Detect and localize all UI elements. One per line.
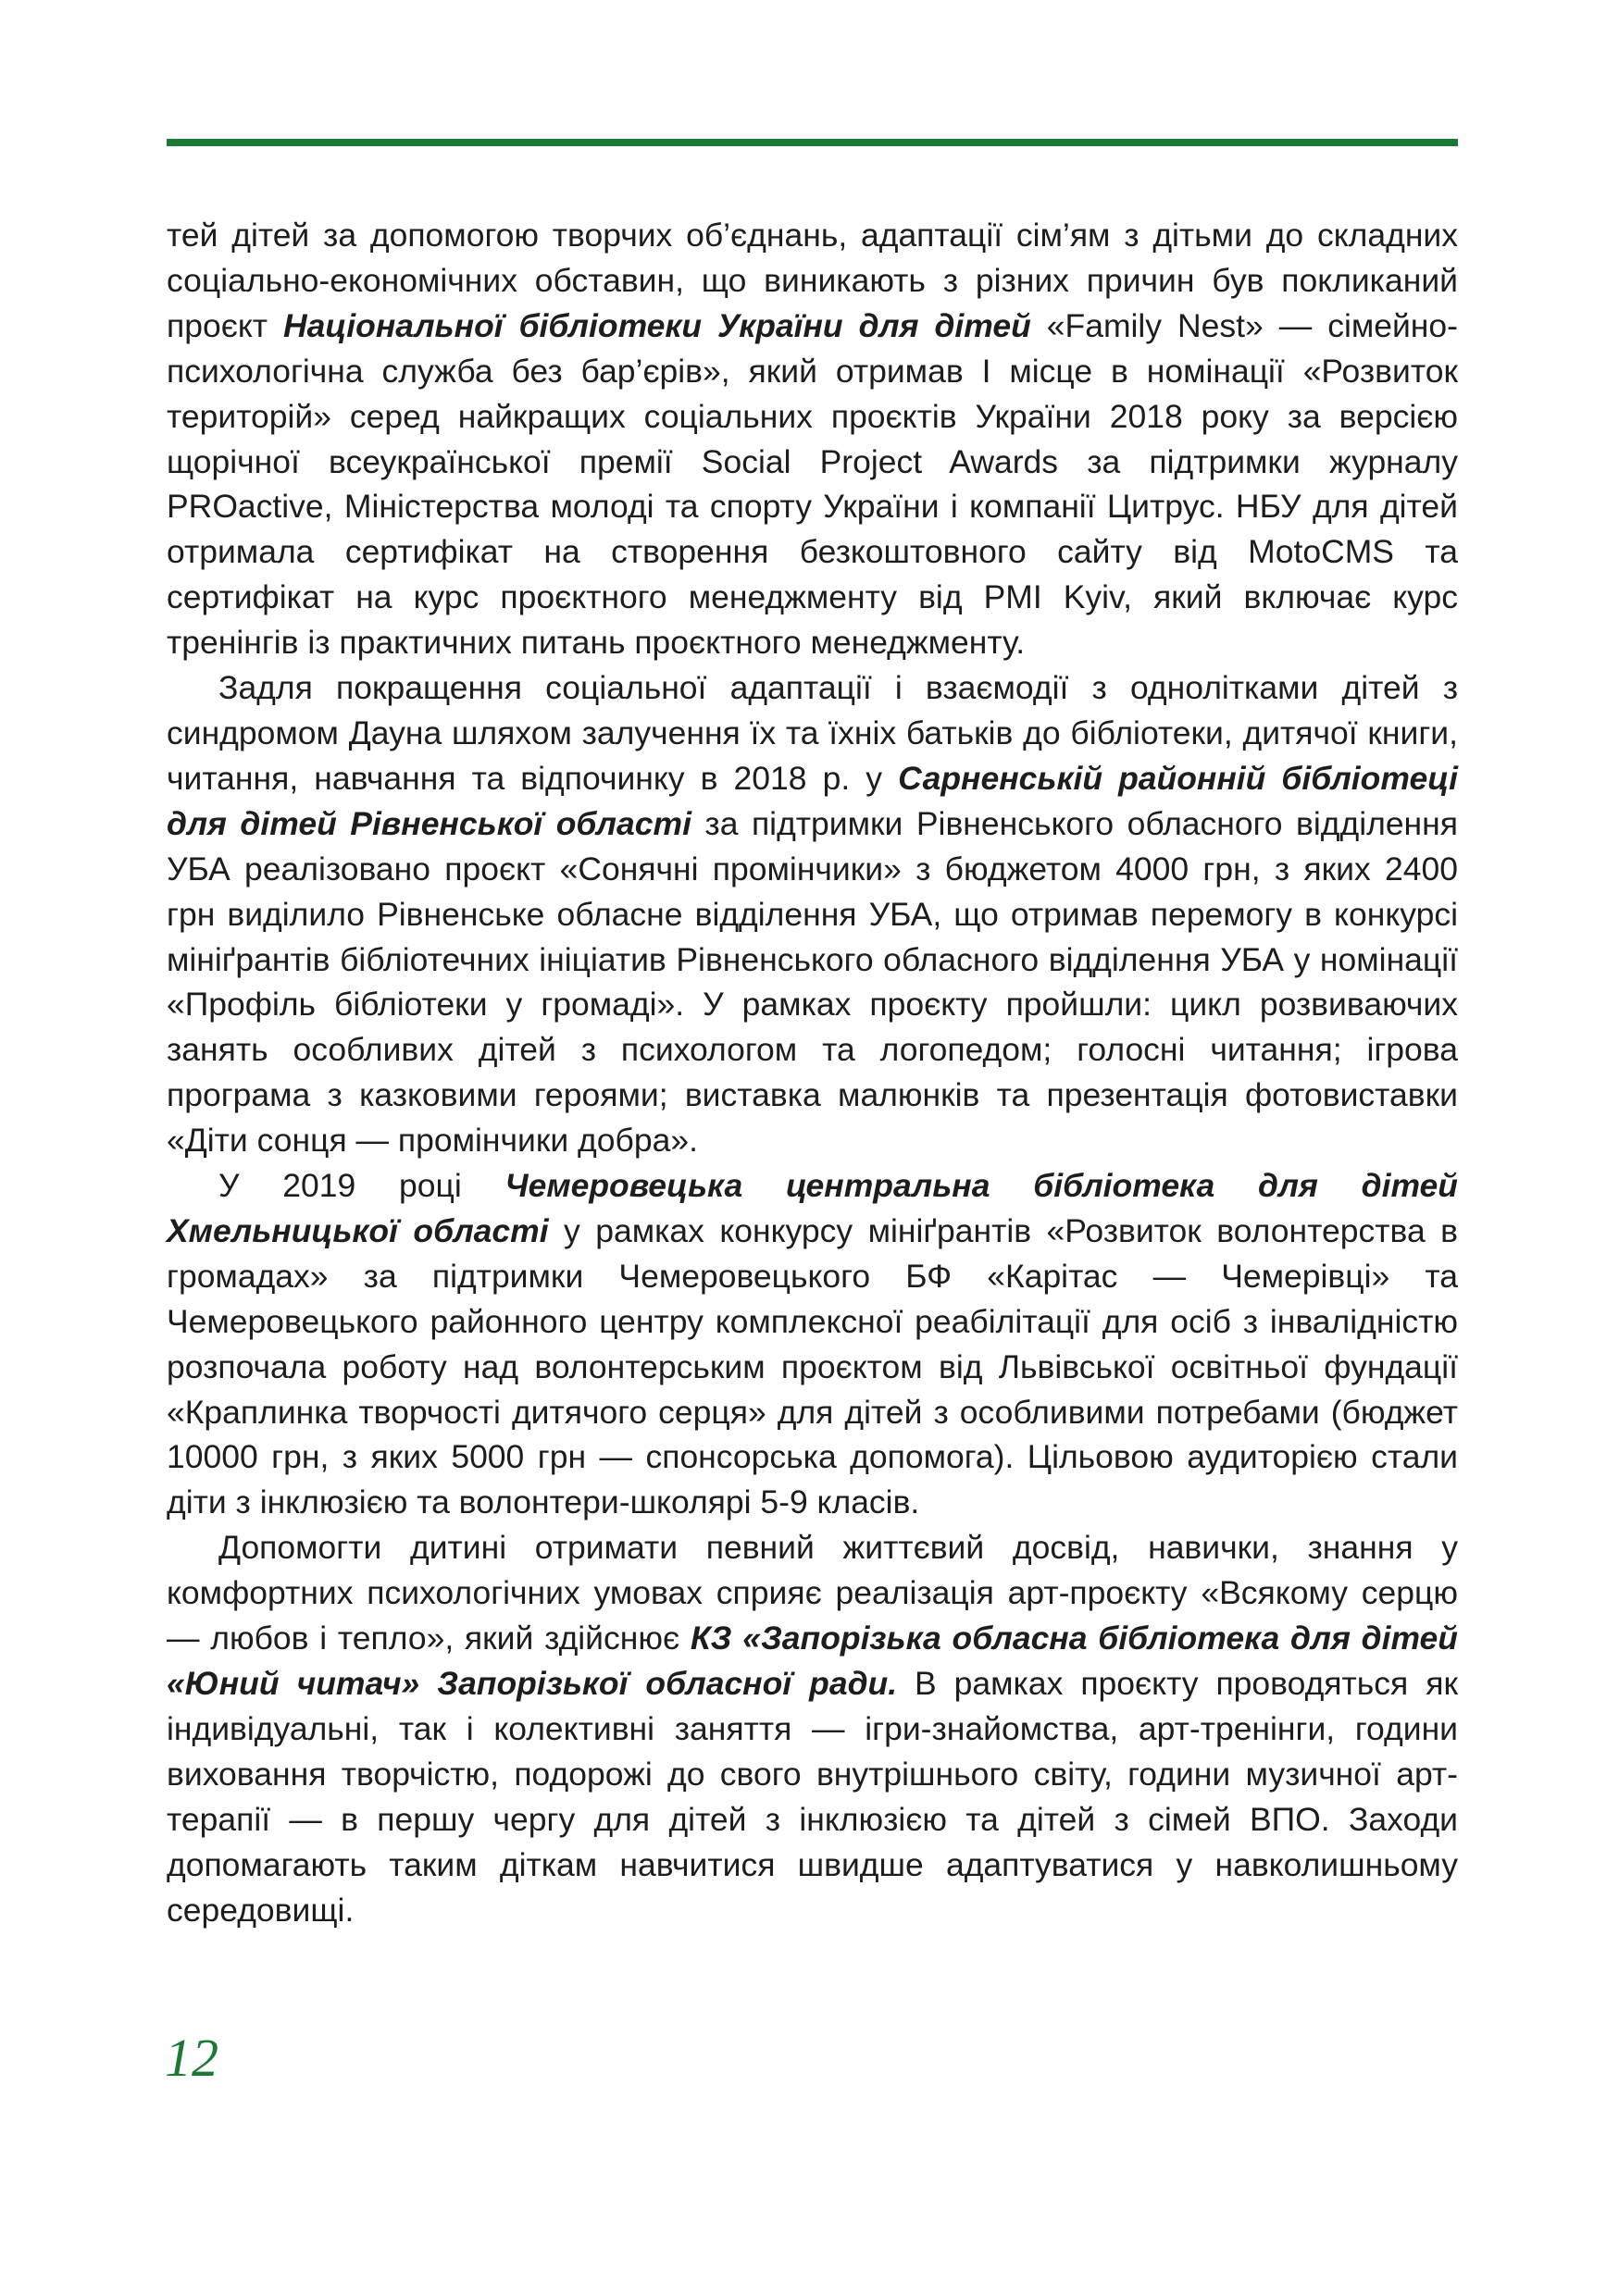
paragraph <box>167 213 1458 665</box>
emphasized-institution-name: Сарненській районній бібліотеці для дітей Рівненської області <box>167 759 1458 842</box>
text-run: тей дітей за допомогою творчих об’єднань, адаптації сім’ям з дітьми до складних соціально-економічних обставин, що виникають з різних причин був покликаний проєкт <box>167 217 1458 344</box>
emphasized-institution-name: Чемеровецька центральна бібліотека для дітей Хмельницької області <box>167 1167 1458 1249</box>
paragraph <box>167 1525 1458 1932</box>
text-run: за підтримки Рівненського обласного відділення УБА реалізовано проєкт «Сонячні промінчики» з бюджетом 4000 грн, з яких 2400 грн виділило Рівненське обласне відділення УБА, що отримав перемогу в конкурсі мініґрантів бібліотечних ініціатив Рівненського обласного відділення УБА у номінації «Профіль бібліотеки у громаді». У рамках проєкту пройшли: цикл розвиваючих занять особливих дітей з психологом та логопедом; голосні читання; ігрова програма з казковими героями; виставка малюнків та презентація фотовиставки «Діти сонця — промінчики добра». <box>167 804 1458 1160</box>
emphasized-institution-name: Національної бібліотеки України для дітей <box>282 306 1031 344</box>
text-run: Задля покращення соціальної адаптації і взаємодії з однолітками дітей з синдромом Дауна шляхом залучення їх та їхніх батьків до бібліотеки, дитячої книги, читання, навчання та відпочинку в 2018 р. у <box>167 669 1458 797</box>
text-run: у рамках конкурсу мініґрантів «Розвиток волонтерства в громадах» за підтримки Чемеровецького БФ «Карітас — Чемерівці» та Чемеровецького районного центру комплексної реабілітації для осіб з інвалідністю розпочала роботу над волонтерським проєктом від Львівської освітньої фундації «Краплинка творчості дитячого серця» для дітей з особливими потребами (бюджет 10000 грн, з яких 5000 грн — спонсорська допомога). Цільовою аудиторією стали діти з інклюзією та волонтери-школярі 5-9 класів. <box>167 1211 1458 1521</box>
text-run: Допомогти дитині отримати певний життєвий досвід, навички, знання у комфортних психологічних умовах сприяє реалізація арт-проєкту «Всякому серцю — любов і тепло», який здійснює <box>167 1529 1458 1657</box>
paragraph <box>167 1163 1458 1525</box>
text-run: У 2019 році <box>218 1167 505 1205</box>
page-number: 12 <box>165 2028 218 2088</box>
text-run: В рамках проєкту проводяться як індивідуальні, так і колективні заняття — ігри-знайомства, арт-тренінги, години виховання творчістю, подорожі до свого внутрішнього світу, години музичної арт-терапії — в першу чергу для дітей з інклюзією та дітей з сімей ВПО. Заходи допомагають таким діткам навчитися швидше адаптуватися у навколишньому середовищі. <box>167 1665 1458 1929</box>
emphasized-institution-name: КЗ «Запорізька обласна бібліотека для дітей «Юний читач» Запорізької обласної ради. <box>167 1620 1458 1702</box>
text-run: «Family Nest» — сімейно-психологічна служба без бар’єрів», який отримав І місце в номінації «Розвиток територій» серед найкращих соціальних проєктів України 2018 року за версією щорічної всеукраїнської премії Social Project Awards за підтримки журналу PROactive, Міністерства молоді та спорту України і компанії Цитрус. НБУ для дітей отримала сертифікат на створення безкоштовного сайту від MotoCMS та сертифікат на курс проєктного менеджменту від PMI Kyiv, який включає курс тренінгів із практичних питань проєктного менеджменту. <box>167 306 1458 662</box>
paragraph <box>167 665 1458 1163</box>
body-text <box>167 213 1458 1932</box>
header-rule <box>167 139 1458 146</box>
